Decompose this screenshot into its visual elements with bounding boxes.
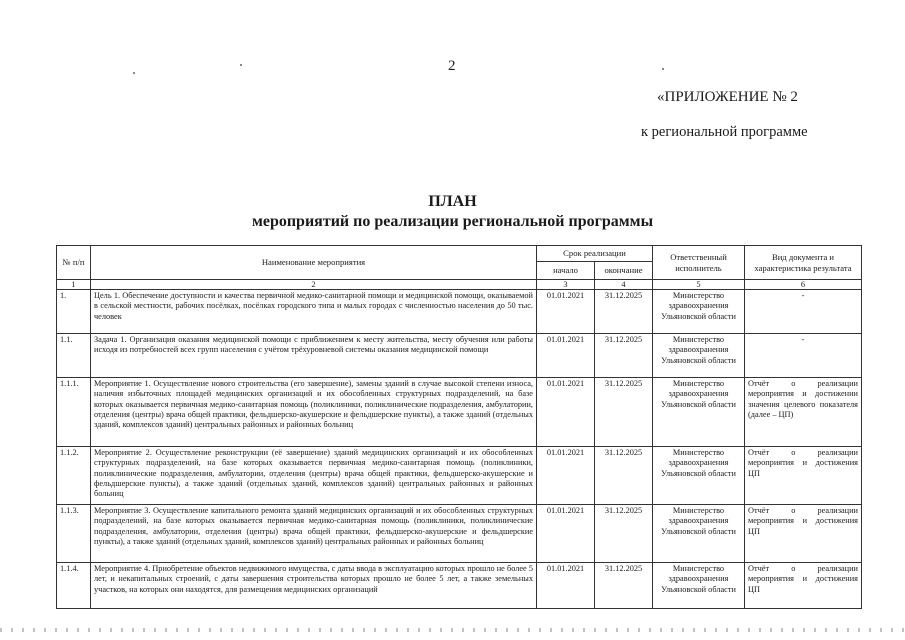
row-end: 31.12.2025 [595,563,653,609]
row-doc: Отчёт о реализации мероприятия и достижения ЦП [745,505,862,563]
appendix-heading: «ПРИЛОЖЕНИЕ № 2 [657,89,798,105]
table-row [57,447,862,505]
row-name: Мероприятие 3. Осуществление капитального ремонта зданий медицинских организаций и их обособленных структурных подразделений, на базе которых оказывается первичная медико-санитарная помощь (поликлиники, поликлинические подразделения, амбулатории, отделения (центры) врача общей практики, фельдшерско-акушерские и фельдшерские пункты), а также зданий (отдельных зданий, комплексов зданий) центральных районных и районных больниц [91,505,537,563]
table-row [57,290,862,334]
row-start: 01.01.2021 [537,447,595,505]
row-end: 31.12.2025 [595,447,653,505]
document-title-sub: мероприятий по реализации региональной программы [251,213,654,230]
document-title-block [0,192,905,232]
row-num: 1.1.1. [57,378,91,447]
col-number: 4 [595,280,653,290]
row-responsible: Министерство здравоохранения Ульяновской области [653,505,745,563]
row-doc: Отчёт о реализации мероприятия и достижения ЦП [745,563,862,609]
scan-artifact [240,64,242,66]
row-end: 31.12.2025 [595,290,653,334]
row-responsible: Министерство здравоохранения Ульяновской области [653,447,745,505]
document-title: ПЛАН [428,193,477,210]
plan-table [56,245,862,609]
header-end: окончание [595,262,653,280]
row-name: Задача 1. Организация оказания медицинской помощи с приближением к месту жительства, месту обучения или работы исходя из потребностей всех групп населения с учётом трёхуровневой системы оказания медицинской помощи [91,334,537,378]
row-num: 1.1.2. [57,447,91,505]
row-end: 31.12.2025 [595,378,653,447]
row-num: 1.1.4. [57,563,91,609]
col-number: 5 [653,280,745,290]
table-row [57,505,862,563]
row-doc: - [745,334,862,378]
row-doc: Отчёт о реализации мероприятия и достижении значения целевого показателя (далее – ЦП) [745,378,862,447]
scan-artifact-line [0,628,905,632]
row-end: 31.12.2025 [595,334,653,378]
row-start: 01.01.2021 [537,378,595,447]
col-number: 3 [537,280,595,290]
header-name: Наименование мероприятия [91,246,537,280]
row-name: Мероприятие 4. Приобретение объектов недвижимого имущества, с даты ввода в эксплуатацию которых прошло не более 5 лет, и некапитальных строений, с даты завершения строительства которых прошло не более 5 лет, а также земельных участков, на которых они находятся, для размещения медицинских организаций [91,563,537,609]
row-start: 01.01.2021 [537,505,595,563]
row-responsible: Министерство здравоохранения Ульяновской области [653,563,745,609]
appendix-subtitle: к региональной программе [641,124,808,140]
row-start: 01.01.2021 [537,563,595,609]
row-num: 1.1.3. [57,505,91,563]
row-start: 01.01.2021 [537,290,595,334]
row-num: 1. [57,290,91,334]
row-responsible: Министерство здравоохранения Ульяновской области [653,378,745,447]
header-responsible: Ответственный исполнитель [653,246,745,280]
header-period: Срок реализации [537,246,653,262]
scan-artifact [133,72,135,74]
row-start: 01.01.2021 [537,334,595,378]
row-num: 1.1. [57,334,91,378]
scan-artifact [662,68,664,70]
row-responsible: Министерство здравоохранения Ульяновской области [653,290,745,334]
row-name: Мероприятие 2. Осуществление реконструкции (её завершение) зданий медицинских организаций и их обособленных структурных подразделений, на базе которых оказывается первичная медико-санитарная помощь (поликлиники, поликлинические подразделения, амбулатории, отделения (центры) врача общей практики, фельдшерско-акушерские и фельдшерские пункты), а также зданий (отдельных зданий, комплексов зданий) центральных районных и районных больниц [91,447,537,505]
row-name: Мероприятие 1. Осуществление нового строительства (его завершение), замены зданий в случае высокой степени износа, наличия избыточных площадей медицинских организаций и их обособленных структурных подразделений, на базе которых оказывается первичная медико-санитарная помощь (поликлиники, поликлинические подразделения, амбулатории, отделения (центры) врача общей практики, фельдшерско-акушерские и фельдшерские пункты), а также зданий (отдельных зданий, комплексов зданий) центральных районных и районных больниц [91,378,537,447]
row-doc: - [745,290,862,334]
row-doc: Отчёт о реализации мероприятия и достижения ЦП [745,447,862,505]
row-end: 31.12.2025 [595,505,653,563]
header-doc: Вид документа и характеристика результата [745,246,862,280]
col-number: 6 [745,280,862,290]
table-row [57,563,862,609]
row-responsible: Министерство здравоохранения Ульяновской области [653,334,745,378]
col-number: 1 [57,280,91,290]
header-num: № п/п [57,246,91,280]
header-start: начало [537,262,595,280]
table-row [57,334,862,378]
table-row [57,378,862,447]
col-number: 2 [91,280,537,290]
row-name: Цель 1. Обеспечение доступности и качества первичной медико-санитарной помощи и медицинской помощи, оказываемой в сельской местности, рабочих посёлках, посёлках городского типа и малых городах с численностью населения до 50 тыс. человек [91,290,537,334]
page-number: 2 [448,58,456,74]
